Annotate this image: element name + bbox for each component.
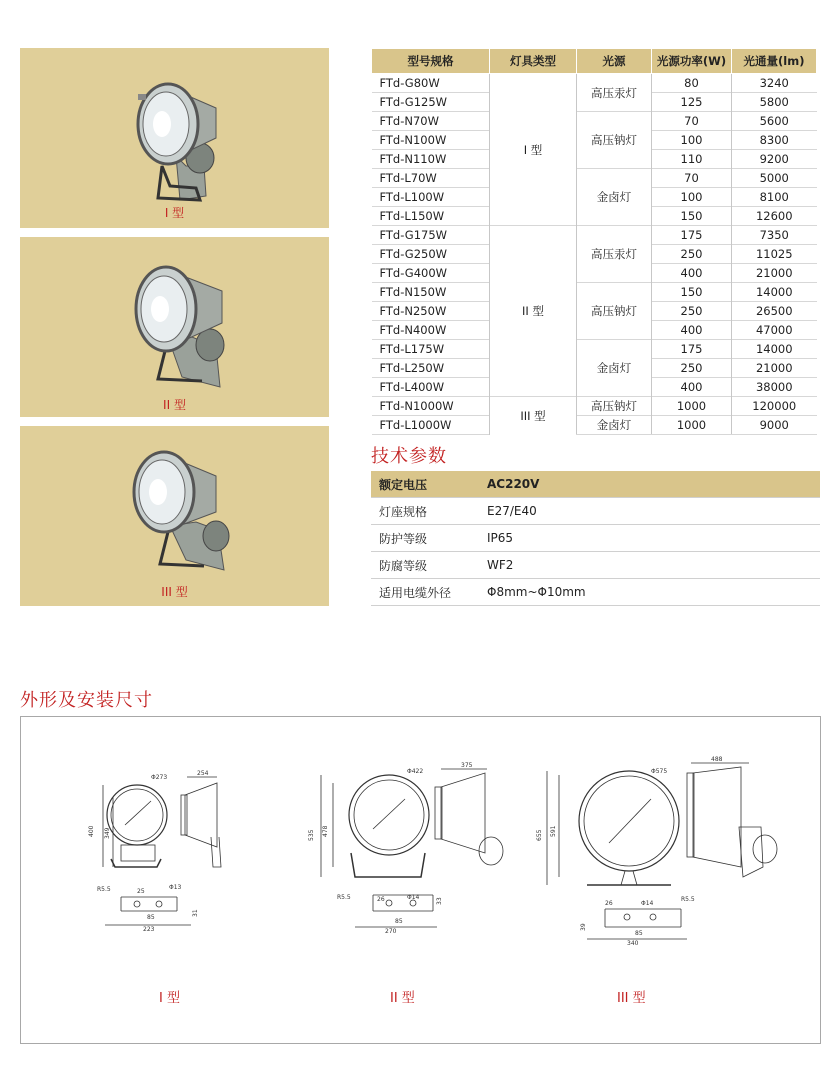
- flux-cell: 5800: [732, 93, 817, 112]
- flux-cell: 3240: [732, 74, 817, 93]
- spec-row: [372, 416, 817, 435]
- dim-label: R5.5: [681, 896, 695, 903]
- model-cell: FTd-G250W: [372, 245, 490, 264]
- flux-cell: 21000: [732, 359, 817, 378]
- power-cell: 400: [652, 321, 732, 340]
- spec-table-body: [372, 74, 817, 435]
- header-light-source: 光源: [577, 49, 652, 74]
- flux-cell: 8100: [732, 188, 817, 207]
- model-cell: FTd-N400W: [372, 321, 490, 340]
- flux-cell: 9000: [732, 416, 817, 435]
- tech-label: 灯座规格: [371, 498, 479, 525]
- model-cell: FTd-N110W: [372, 150, 490, 169]
- flux-cell: 12600: [732, 207, 817, 226]
- power-cell: 100: [652, 131, 732, 150]
- light-source-cell: 高压钠灯: [577, 397, 652, 416]
- dim-label: 39: [580, 923, 587, 931]
- flux-cell: 26500: [732, 302, 817, 321]
- flux-cell: 5000: [732, 169, 817, 188]
- floodlight-type-2-photo: [20, 237, 329, 417]
- spec-row: [372, 283, 817, 302]
- dim-label: Φ13: [169, 884, 182, 891]
- tech-label: 适用电缆外径: [371, 579, 479, 606]
- spec-row: [372, 226, 817, 245]
- dim-label: Φ422: [407, 768, 424, 775]
- header-model: 型号规格: [372, 49, 490, 74]
- dim-label: 375: [461, 762, 473, 769]
- dim-label: 535: [308, 829, 315, 841]
- dimension-drawings: [21, 717, 820, 1043]
- model-cell: FTd-N250W: [372, 302, 490, 321]
- model-cell: FTd-G80W: [372, 74, 490, 93]
- photo-caption-type-3: III 型: [161, 585, 188, 599]
- tech-row: [371, 579, 820, 606]
- flux-cell: 47000: [732, 321, 817, 340]
- model-cell: FTd-L175W: [372, 340, 490, 359]
- flux-cell: 38000: [732, 378, 817, 397]
- header-flux: 光通量(lm): [732, 49, 817, 74]
- dim-label: 349: [104, 827, 111, 839]
- flux-cell: 11025: [732, 245, 817, 264]
- dim-label: 223: [143, 926, 155, 933]
- dim-label: 400: [88, 825, 95, 837]
- photo-panel-type-3: [20, 426, 329, 606]
- power-cell: 100: [652, 188, 732, 207]
- dim-label: 488: [711, 756, 723, 763]
- light-source-cell: 高压汞灯: [577, 226, 652, 283]
- photo-caption-type-1: I 型: [164, 206, 185, 220]
- dim-label: Φ575: [651, 768, 668, 775]
- tech-value: AC220V: [479, 471, 820, 498]
- model-spec-table: [371, 48, 817, 435]
- light-source-cell: 金卤灯: [577, 340, 652, 397]
- light-source-cell: 金卤灯: [577, 169, 652, 226]
- dim-label: R5.5: [97, 886, 111, 893]
- power-cell: 1000: [652, 397, 732, 416]
- type-1-drawing: [88, 770, 221, 933]
- power-cell: 400: [652, 264, 732, 283]
- tech-value: E27/E40: [479, 498, 820, 525]
- power-cell: 70: [652, 112, 732, 131]
- tech-row: [371, 552, 820, 579]
- type-2-drawing: [308, 762, 503, 935]
- model-cell: FTd-L1000W: [372, 416, 490, 435]
- dim-label: 25: [137, 888, 145, 895]
- dim-label: 33: [436, 897, 443, 905]
- flux-cell: 21000: [732, 264, 817, 283]
- power-cell: 175: [652, 226, 732, 245]
- dim-label: 31: [192, 909, 199, 917]
- flux-cell: 7350: [732, 226, 817, 245]
- fixture-type-cell: II 型: [490, 226, 577, 397]
- model-cell: FTd-L150W: [372, 207, 490, 226]
- dim-label: 85: [147, 914, 155, 921]
- model-cell: FTd-N70W: [372, 112, 490, 131]
- dim-label: 340: [627, 940, 639, 947]
- power-cell: 80: [652, 74, 732, 93]
- dim-label: 655: [536, 829, 543, 841]
- fixture-type-cell: I 型: [490, 74, 577, 226]
- power-cell: 250: [652, 359, 732, 378]
- light-source-cell: 高压汞灯: [577, 74, 652, 112]
- power-cell: 175: [652, 340, 732, 359]
- type-3-drawing: [536, 756, 777, 947]
- tech-label: 防腐等级: [371, 552, 479, 579]
- floodlight-type-3-photo: [20, 426, 329, 606]
- dimension-caption-type-2: II 型: [390, 991, 415, 1006]
- flux-cell: 120000: [732, 397, 817, 416]
- spec-row: [372, 74, 817, 93]
- dim-label: 591: [550, 825, 557, 837]
- dim-label: 26: [605, 900, 613, 907]
- tech-row: [371, 498, 820, 525]
- power-cell: 250: [652, 302, 732, 321]
- photo-panel-type-2: [20, 237, 329, 417]
- power-cell: 1000: [652, 416, 732, 435]
- model-cell: FTd-G175W: [372, 226, 490, 245]
- tech-label: 额定电压: [371, 471, 479, 498]
- dim-label: 478: [322, 825, 329, 837]
- tech-row: [371, 471, 820, 498]
- spec-row: [372, 397, 817, 416]
- flux-cell: 5600: [732, 112, 817, 131]
- flux-cell: 14000: [732, 340, 817, 359]
- power-cell: 150: [652, 207, 732, 226]
- dimension-drawings-panel: [20, 716, 821, 1044]
- header-fixture-type: 灯具类型: [490, 49, 577, 74]
- tech-row: [371, 525, 820, 552]
- tech-value: Φ8mm~Φ10mm: [479, 579, 820, 606]
- light-source-cell: 高压钠灯: [577, 283, 652, 340]
- model-cell: FTd-L250W: [372, 359, 490, 378]
- dim-label: 85: [635, 930, 643, 937]
- dim-label: R5.5: [337, 894, 351, 901]
- power-cell: 70: [652, 169, 732, 188]
- flux-cell: 14000: [732, 283, 817, 302]
- tech-label: 防护等级: [371, 525, 479, 552]
- model-cell: FTd-L70W: [372, 169, 490, 188]
- light-source-cell: 金卤灯: [577, 416, 652, 435]
- dim-label: Φ14: [641, 900, 654, 907]
- power-cell: 250: [652, 245, 732, 264]
- model-cell: FTd-G125W: [372, 93, 490, 112]
- spec-row: [372, 112, 817, 131]
- tech-params-table: [371, 471, 820, 606]
- model-cell: FTd-N100W: [372, 131, 490, 150]
- model-cell: FTd-L100W: [372, 188, 490, 207]
- dimension-caption-type-3: III 型: [617, 991, 646, 1006]
- model-cell: FTd-N150W: [372, 283, 490, 302]
- floodlight-type-1-photo: [20, 48, 329, 228]
- spec-table-header: [372, 49, 817, 74]
- power-cell: 150: [652, 283, 732, 302]
- photo-caption-type-2: II 型: [163, 398, 186, 412]
- power-cell: 110: [652, 150, 732, 169]
- flux-cell: 8300: [732, 131, 817, 150]
- flux-cell: 9200: [732, 150, 817, 169]
- model-cell: FTd-N1000W: [372, 397, 490, 416]
- dim-label: 85: [395, 918, 403, 925]
- photo-panel-type-1: [20, 48, 329, 228]
- power-cell: 400: [652, 378, 732, 397]
- power-cell: 125: [652, 93, 732, 112]
- dimension-caption-type-1: I 型: [159, 991, 180, 1006]
- fixture-type-cell: III 型: [490, 397, 577, 435]
- dimensions-title: 外形及安装尺寸: [20, 690, 153, 711]
- tech-value: IP65: [479, 525, 820, 552]
- dim-label: 26: [377, 896, 385, 903]
- header-power: 光源功率(W): [652, 49, 732, 74]
- dim-label: 270: [385, 928, 397, 935]
- spec-row: [372, 340, 817, 359]
- dim-label: 254: [197, 770, 209, 777]
- light-source-cell: 高压钠灯: [577, 112, 652, 169]
- dim-label: Φ14: [407, 894, 420, 901]
- dim-label: Φ273: [151, 774, 168, 781]
- tech-value: WF2: [479, 552, 820, 579]
- spec-row: [372, 169, 817, 188]
- model-cell: FTd-L400W: [372, 378, 490, 397]
- model-cell: FTd-G400W: [372, 264, 490, 283]
- tech-params-title: 技术参数: [371, 446, 447, 467]
